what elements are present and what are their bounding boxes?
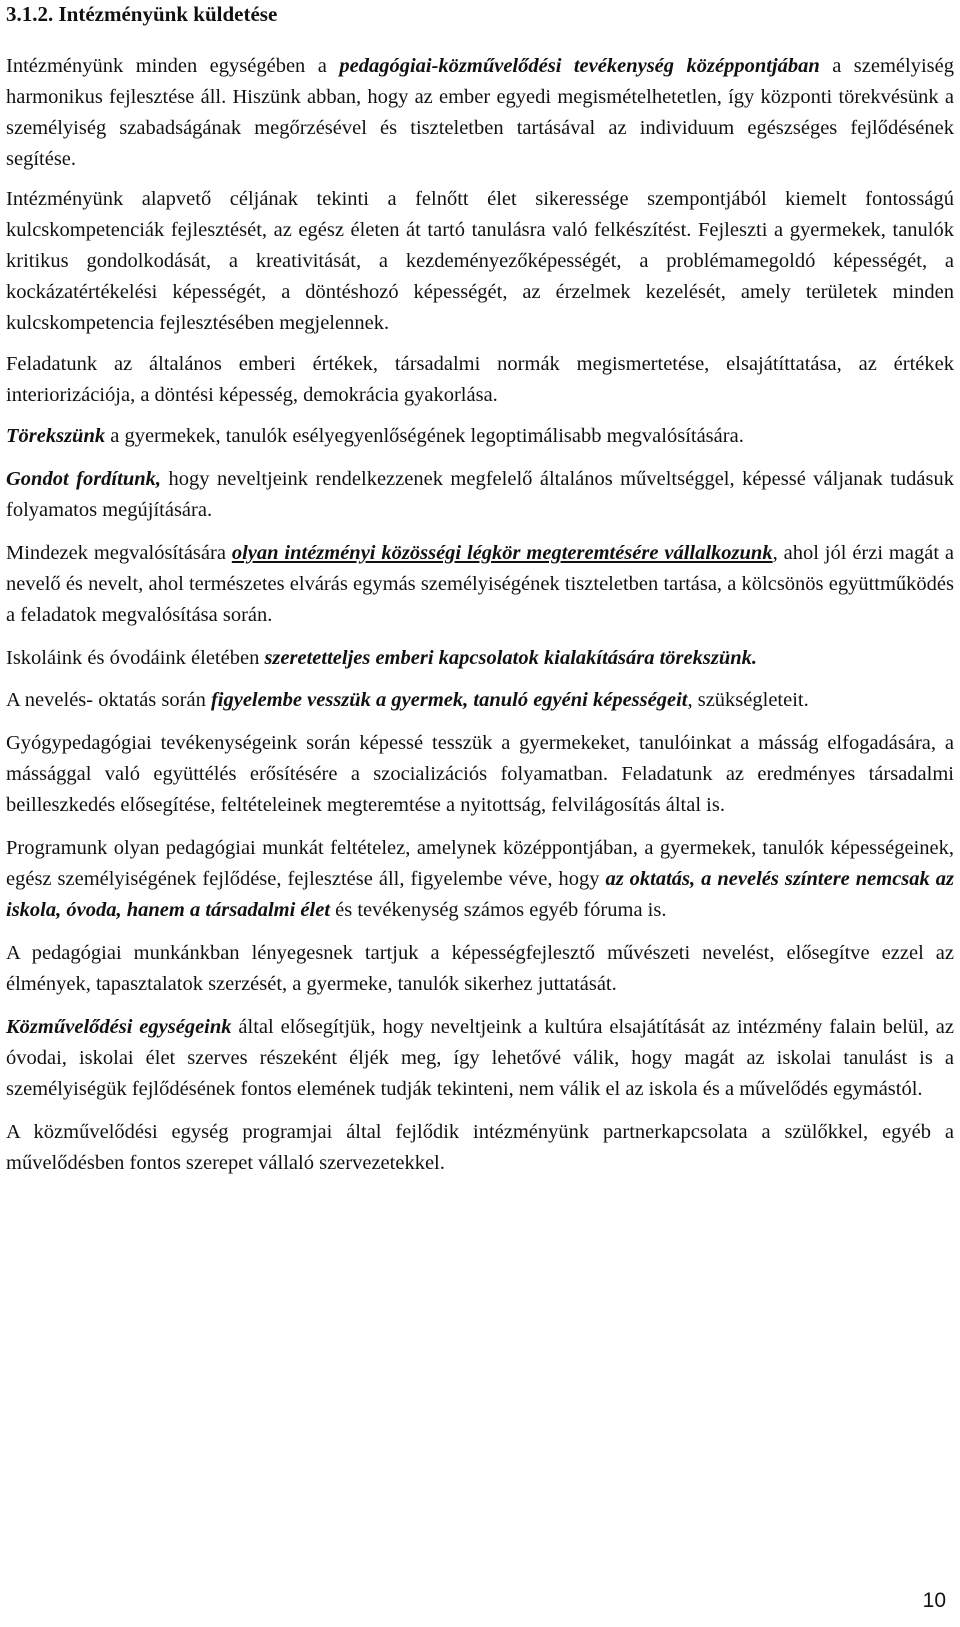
page-number: 10 — [922, 1589, 946, 1612]
text-run: Gyógypedagógiai tevékenységeink során képessé tesszük a gyermekeket, tanulóinkat a másság elfogadására, a mássággal való együttélés erősítésére a szocializációs folyamatban. Feladatunk az eredményes társadalmi beilleszkedés elősegítése, feltételeinek megteremtése a nyitottság, felvilágosítás által is. — [6, 732, 954, 816]
text-run: , szükségleteit. — [687, 689, 809, 711]
body-text — [6, 51, 954, 1179]
paragraph-equal-opportunity — [6, 421, 954, 452]
emphasis-run: figyelembe vesszük a gyermek, tanuló egyéni képességeit — [210, 689, 688, 711]
text-run: A pedagógiai munkánkban lényegesnek tartjuk a képességfejlesztő művészeti nevelést, elősegítve ezzel az élmények, tapasztalatok szerzését, a gyermeke, tanulók sikerhez juttatását. — [6, 942, 954, 995]
text-run: Mindezek megvalósítására — [6, 542, 232, 564]
text-run: Intézményünk alapvető céljának tekinti a felnőtt élet sikeressége szempontjából kiemelt fontosságú kulcskompetenciák fejlesztését, az egész életen át tartó tanulásra való felkészítést. Fejleszti a gyermekek, tanulók kritikus gondolkodását, a kreativitását, a kezdeményezőképességét, a problémamegoldó képességét, a kockázatértékelési képességét, a döntéshozó képességét, az érzelmek kezelését, amely területek minden kulcskompetencia fejlesztésében megjelennek. — [6, 188, 954, 334]
paragraph-mission — [6, 51, 954, 175]
text-run: , ahol jól érzi magát a nevelő és nevelt, ahol természetes elvárás egymás személyiségének tiszteletben tartása, a kölcsönös együttműködés a feladatok megvalósítása során. — [6, 542, 955, 626]
paragraph-culture-units — [6, 1012, 954, 1105]
paragraph-key-competences — [6, 184, 954, 339]
paragraph-arts-education — [6, 938, 954, 1000]
text-run: A nevelés- oktatás során — [6, 689, 211, 711]
emphasis-run: olyan intézményi közösségi légkör megteremtésére vállalkozunk — [231, 542, 773, 564]
paragraph-values — [6, 349, 954, 411]
text-run: A közművelődési egység programjai által fejlődik intézményünk partnerkapcsolata a szülőkkel, egyéb a művelődésben fontos szerepet vállaló szervezetekkel. — [6, 1121, 954, 1174]
text-run: által elősegítjük, hogy neveltjeink a kultúra elsajátítását az intézmény falain belül, az óvodai, iskolai élet szerves részeként éljék meg, így lehetővé válik, hogy magát az iskolai tanulást is a személyiségük fejlődésének fontos elemének tudják tekinteni, nem válik el az iskola és a művelődés egymástól. — [6, 1016, 954, 1100]
emphasis-run: Gondot fordítunk, — [6, 468, 161, 490]
text-run: és tevékenység számos egyéb fóruma is. — [330, 899, 667, 921]
text-run: Feladatunk az általános emberi értékek, társadalmi normák megismertetése, elsajátíttatása, az értékek interiorizációja, a döntési képesség, demokrácia gyakorlása. — [6, 353, 954, 406]
paragraph-community — [6, 538, 954, 631]
text-run: Iskoláink és óvodáink életében — [6, 647, 265, 669]
section-heading: 3.1.2. Intézményünk küldetése — [6, 2, 278, 26]
emphasis-run: Közművelődési egységeink — [6, 1016, 232, 1038]
paragraph-partnerships — [6, 1117, 954, 1179]
paragraph-relationships — [6, 643, 954, 674]
emphasis-run: pedagógiai-közművelődési tevékenység középpontjában — [339, 55, 820, 77]
text-run: a gyermekek, tanulók esélyegyenlőségének legoptimálisabb megvalósítására. — [105, 425, 744, 447]
emphasis-run: az oktatás, a nevelés színtere nemcsak az iskola, óvoda, hanem a társadalmi élet — [6, 868, 954, 921]
emphasis-run: Törekszünk — [6, 425, 106, 447]
text-run: a személyiség harmonikus fejlesztése áll. Hiszünk abban, hogy az ember egyedi megismételhetetlen, így központi törekvésünk a személyiség szabadságának megőrzésével és tiszteletben tartásával az individuum egészséges fejlődésének segítése. — [6, 55, 954, 170]
emphasis-run: szeretetteljes emberi kapcsolatok kialakítására törekszünk. — [264, 647, 758, 669]
paragraph-individual-abilities — [6, 685, 954, 716]
paragraph-general-knowledge — [6, 464, 954, 526]
text-run: Intézményünk minden egységében a — [6, 55, 340, 77]
paragraph-program — [6, 833, 954, 926]
document-page — [6, 0, 955, 1612]
text-run: hogy neveltjeink rendelkezzenek megfelelő általános műveltséggel, képessé váljanak tudásuk folyamatos megújítására. — [6, 468, 954, 521]
paragraph-special-education — [6, 728, 954, 821]
text-run: Programunk olyan pedagógiai munkát feltételez, amelynek középpontjában, a gyermekek, tanulók képességeinek, egész személyiségének fejlődése, fejlesztése áll, figyelembe véve, hogy — [6, 837, 954, 890]
